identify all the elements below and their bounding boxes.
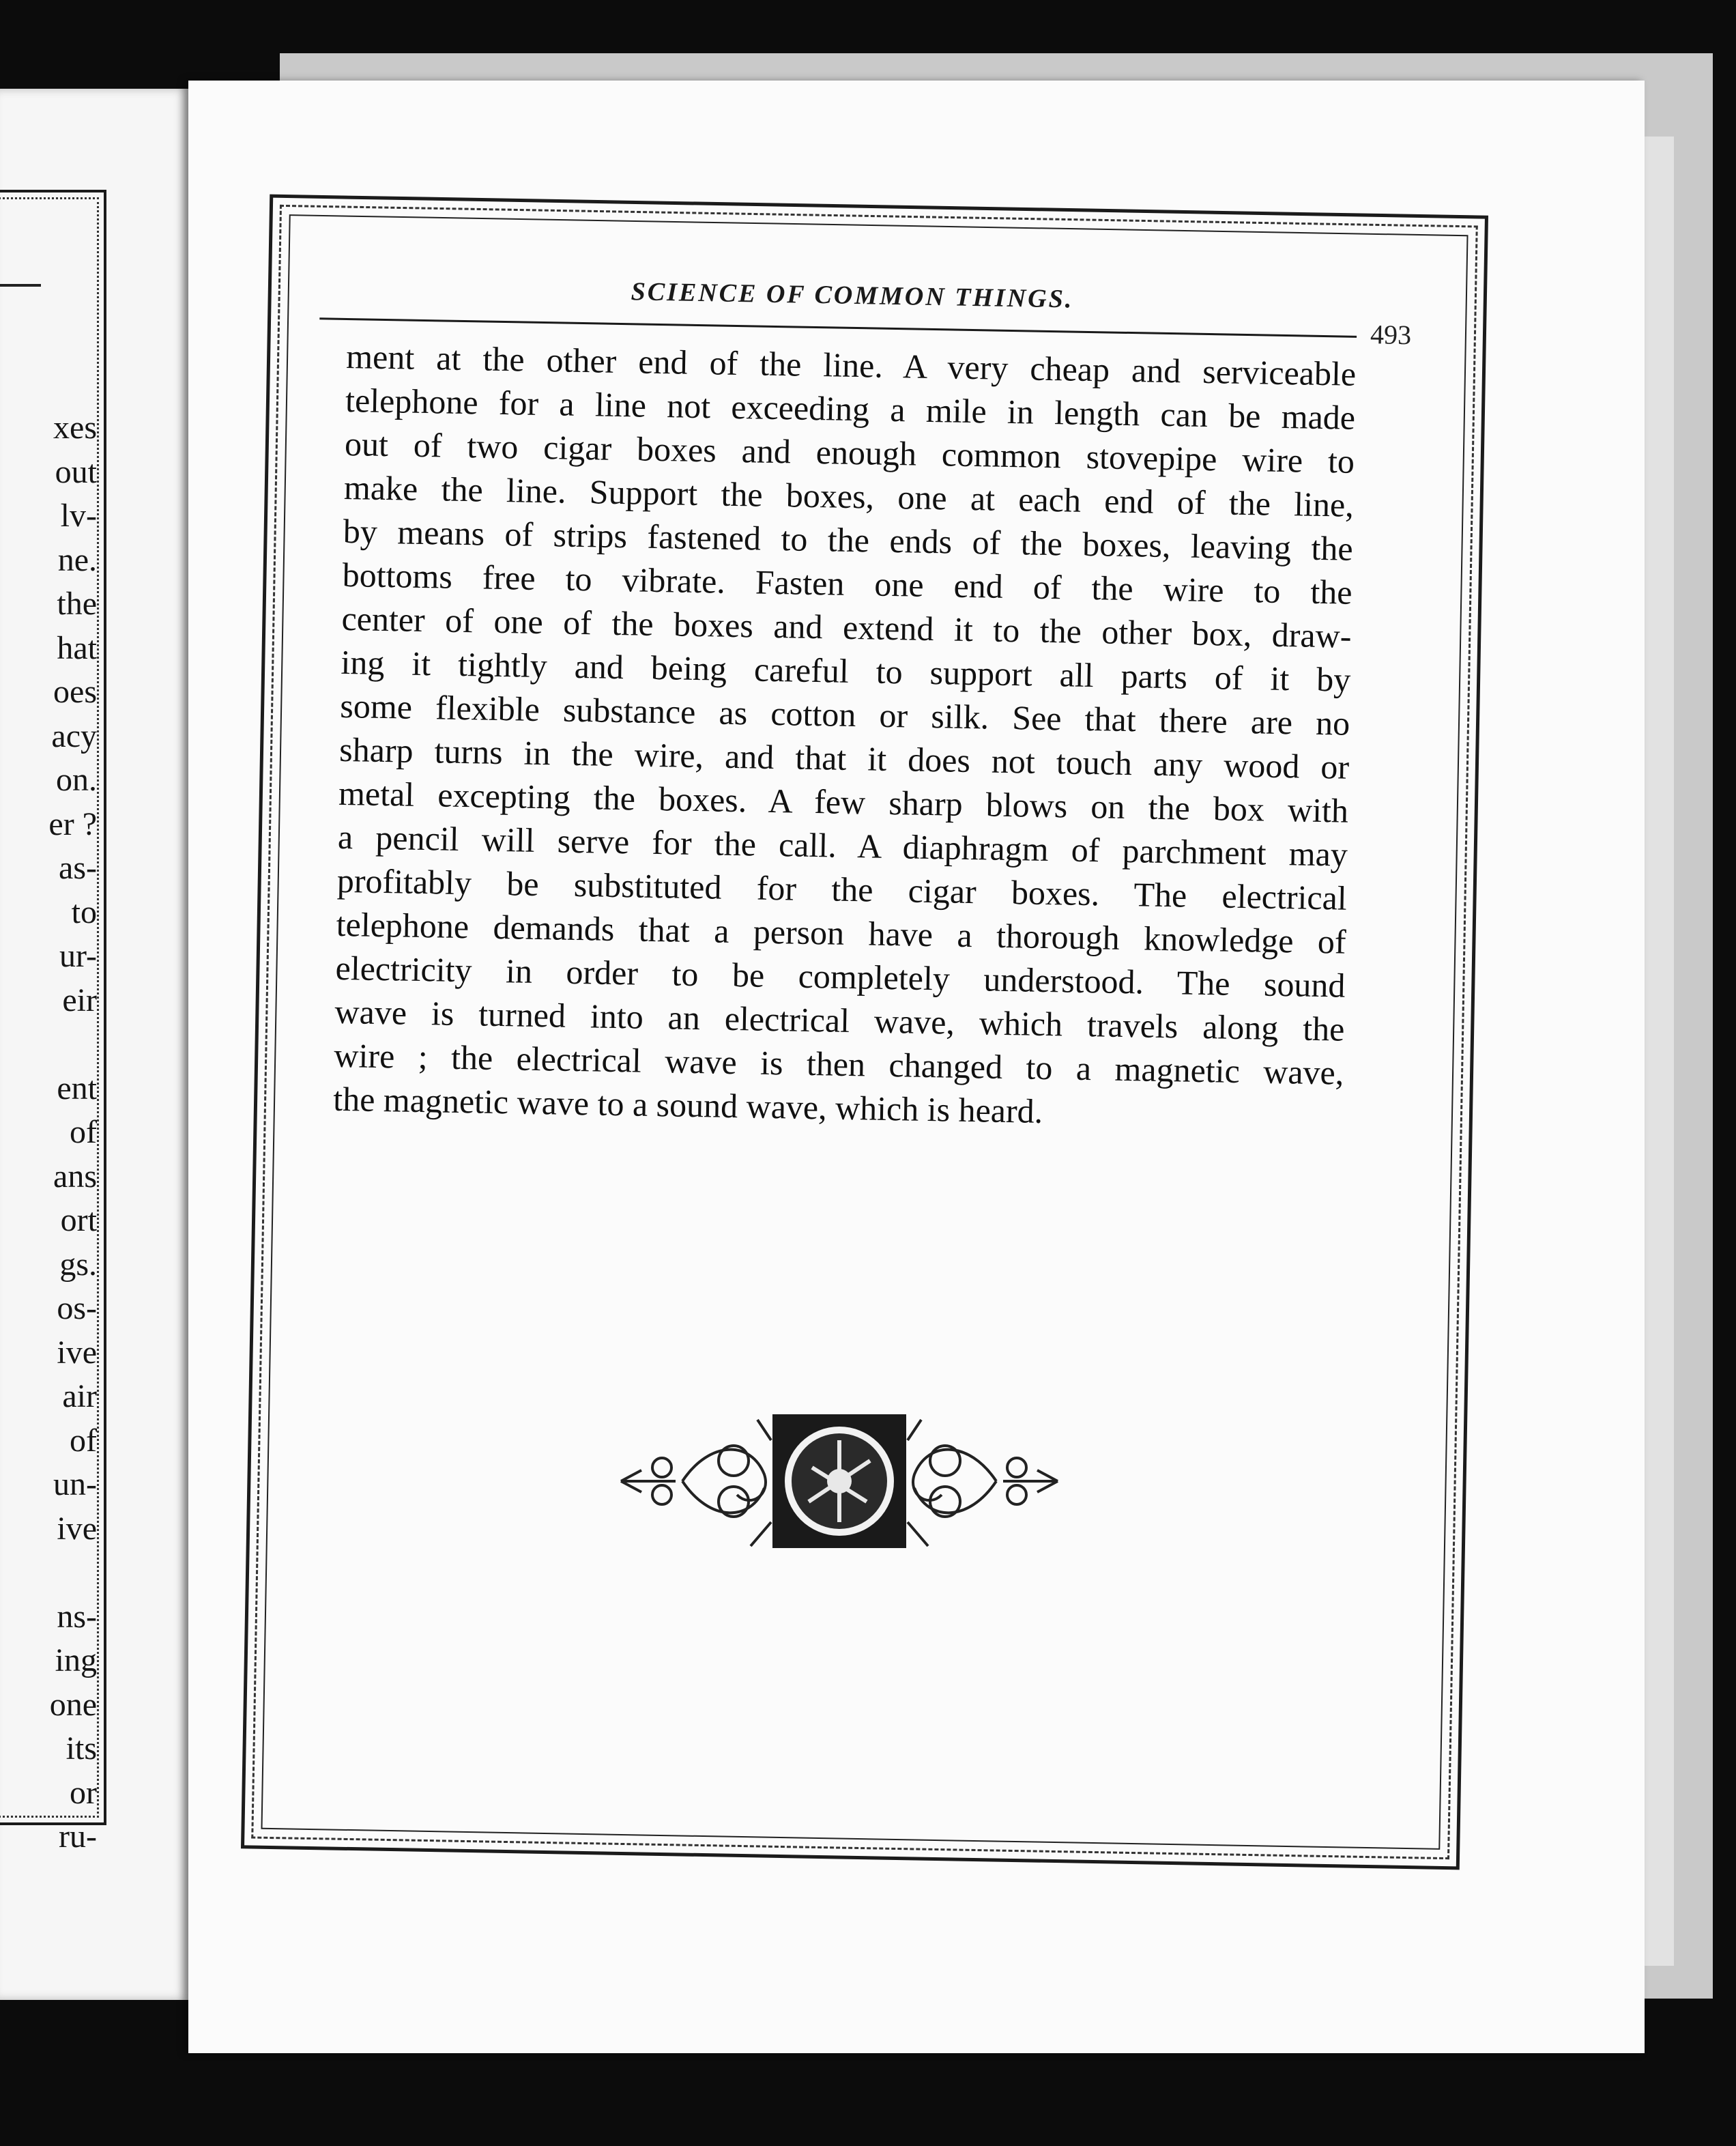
left-page-line: ur- (59, 938, 97, 974)
text-line: ment at the other end of the line. A very cheap and serviceable (345, 337, 1357, 393)
left-page-rule (0, 284, 41, 287)
text-line: electricity in order to be completely understood. The sound (335, 948, 1346, 1005)
left-page-line: the (57, 586, 97, 622)
text-line: some flexible substance as cotton or silk. See that there are no (339, 686, 1350, 743)
left-page-line: one (49, 1686, 97, 1723)
left-page-line: out (55, 453, 97, 490)
left-page-line: ne. (57, 541, 97, 578)
left-page-line: of (70, 1422, 97, 1459)
text-line: sharp turns in the wire, and that it does not touch any wood or (338, 730, 1350, 786)
left-page-line (48, 1022, 97, 1067)
left-page-line: os- (57, 1290, 97, 1326)
left-page-line: oes (53, 674, 97, 710)
left-page-line: ns- (57, 1598, 97, 1635)
left-page-line (48, 1551, 97, 1595)
text-line: telephone for a line not exceeding a mile in length can be made (345, 380, 1356, 437)
left-page-line: ive (57, 1334, 97, 1371)
text-line: wave is turned into an electrical wave, which travels along the (334, 992, 1345, 1048)
left-page-line: of (70, 1114, 97, 1150)
left-page-line: to (71, 893, 97, 930)
text-line: ing it tightly and being careful to support all parts of it by (341, 642, 1351, 699)
left-page-line: xes (53, 410, 97, 446)
text-line: metal excepting the boxes. A few sharp blows on the box with (338, 773, 1349, 830)
text-line: bottoms free to vibrate. Fasten one end of the wire to the (342, 555, 1353, 612)
text-line: telephone demands that a person have a thorough knowledge of (336, 904, 1347, 961)
left-page-line: air (62, 1378, 97, 1414)
left-page-line: ive (57, 1510, 97, 1547)
text-line: wire ; the electrical wave is then changed to a magnetic wave, (333, 1035, 1344, 1092)
left-page-text (48, 406, 97, 1859)
text-line: out of two cigar boxes and enough common stovepipe wire to (344, 424, 1355, 481)
left-page-line: gs. (59, 1246, 97, 1283)
text-line: by means of strips fastened to the ends of the boxes, leaving the (343, 511, 1354, 568)
left-page-line: ing (55, 1642, 97, 1678)
left-page-line: ort (60, 1202, 97, 1238)
left-page-line: ans (53, 1158, 97, 1194)
left-page-line: or (70, 1774, 97, 1811)
left-page-line: ent (57, 1070, 97, 1106)
left-page-line: er ? (48, 805, 97, 842)
left-page-line: its (66, 1730, 97, 1766)
left-page-line: lv- (60, 498, 97, 534)
body-paragraph (333, 334, 1357, 1139)
tailpiece-ornament-icon (614, 1399, 1065, 1563)
left-page-line: hat (57, 629, 97, 666)
left-page-line: as- (59, 850, 97, 886)
left-page-line: eir (62, 982, 97, 1018)
page-number: 493 (1370, 319, 1412, 351)
left-page-line: ru- (59, 1818, 97, 1855)
running-head: SCIENCE OF COMMON THINGS. (631, 277, 1074, 314)
text-line: the magnetic wave to a sound wave, which is heard. (332, 1079, 1043, 1130)
previous-page (0, 89, 190, 2000)
left-page-line: acy (51, 717, 97, 754)
text-line: a pencil will serve for the call. A diaphragm of parchment may (337, 817, 1348, 874)
text-line: center of one of the boxes and extend it to the other box, draw- (341, 599, 1352, 655)
text-line: make the line. Support the boxes, one at each end of the line, (343, 468, 1355, 524)
left-page-line: on. (56, 762, 97, 798)
text-line: profitably be substituted for the cigar boxes. The electrical (336, 861, 1348, 917)
left-page-line: un- (53, 1466, 97, 1502)
header-rule (319, 317, 1357, 338)
